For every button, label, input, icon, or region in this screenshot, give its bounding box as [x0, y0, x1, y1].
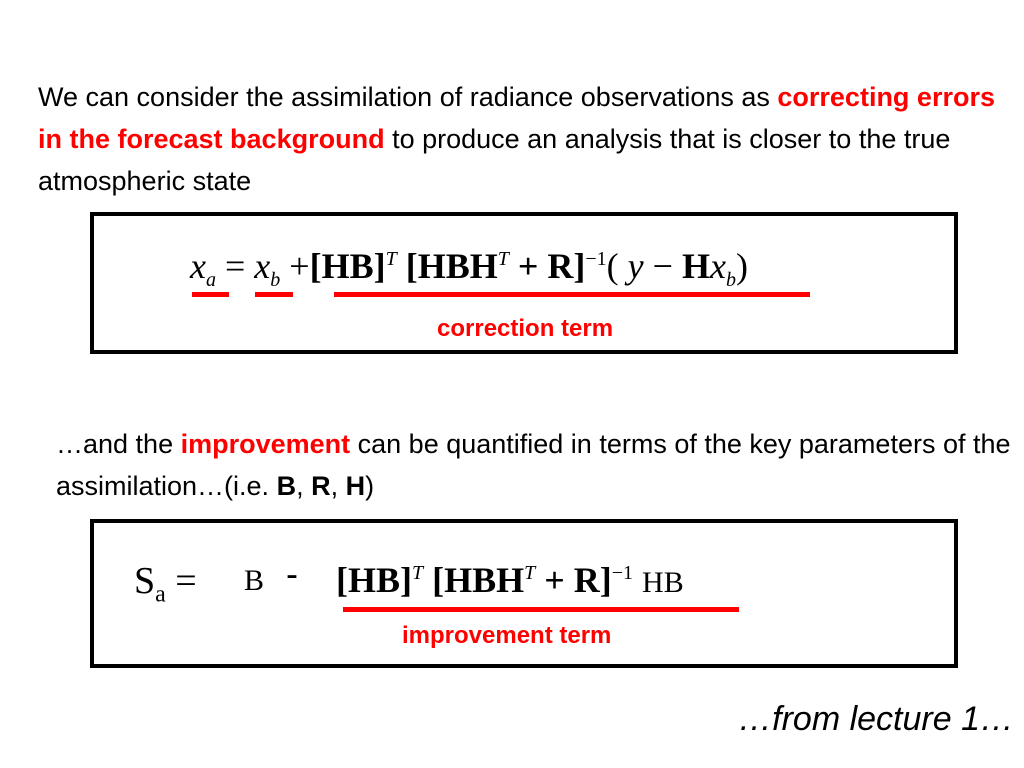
eq2-sup-t: T [412, 562, 424, 584]
eq-sup-t2: T [497, 248, 509, 270]
improvement-paragraph [56, 423, 1016, 507]
eq-hb: [HB] [309, 246, 386, 286]
intro-text: We can consider the assimilation of radiance observations as [38, 82, 778, 112]
xb-underline [255, 292, 293, 297]
eq-hbh: [HBH [405, 246, 498, 286]
eq-equals: = [224, 246, 246, 286]
param-h: H [345, 471, 366, 501]
eq2-hb: [HB] [336, 560, 412, 600]
intro-highlight: correcting errors in the forecast background [38, 82, 995, 154]
eq2-hb-tail: HB [642, 566, 684, 599]
param-b: B [276, 471, 297, 501]
eq2-sup-inv: −1 [611, 562, 634, 584]
eq-var-x2: x [709, 246, 726, 286]
improvement-underline [343, 607, 739, 612]
eq2-s: S [134, 560, 156, 602]
intro-text-end: to produce an analysis that is closer to the true atmospheric state [38, 124, 951, 196]
middle-text-end: ) [365, 471, 375, 501]
eq2-sup-t2: T [524, 562, 536, 584]
eq-var-xb: x [254, 246, 271, 286]
eq-sub-b: b [270, 269, 281, 292]
param-r: R [311, 471, 331, 501]
eq-sub-b2: b [725, 269, 736, 292]
middle-text-cont: can be quantified in terms of the key parameters of the assimilation…(i.e. [56, 429, 1011, 501]
xa-underline [192, 292, 229, 297]
improvement-term-label: improvement term [402, 622, 612, 649]
eq-var-y: y [627, 246, 644, 286]
eq2-minus: - [286, 553, 298, 594]
footer-note: …from lecture 1… [738, 700, 1014, 738]
eq-var-x: x [190, 246, 206, 286]
eq2-hbh: [HBH [432, 560, 525, 600]
eq-sup-inv: −1 [585, 248, 607, 270]
eq-plus-r: + R] [517, 246, 586, 286]
correction-underline [334, 292, 810, 297]
middle-text: …and the [56, 429, 181, 459]
eq2-sub-a: a [155, 581, 166, 608]
eq2-b: B [244, 564, 265, 597]
eq2-equals: = [175, 560, 197, 602]
eq-sub-a: a [205, 269, 216, 292]
eq-sup-t: T [385, 248, 397, 270]
eq-paren-open: ( [606, 246, 619, 286]
eq-paren-close: ) [735, 246, 748, 286]
param-sep2: , [330, 471, 346, 501]
analysis-equation [190, 248, 748, 290]
intro-paragraph [38, 76, 1008, 202]
middle-highlight: improvement [180, 429, 351, 459]
eq2-plus-r: + R] [544, 560, 612, 600]
eq-plus: + [289, 246, 310, 286]
eq-minus: − [652, 246, 673, 286]
correction-term-label: correction term [437, 315, 614, 342]
improvement-equation-lhs [134, 562, 197, 607]
improvement-equation-rhs [336, 562, 684, 598]
param-sep: , [296, 471, 312, 501]
eq-h: H [681, 246, 710, 286]
